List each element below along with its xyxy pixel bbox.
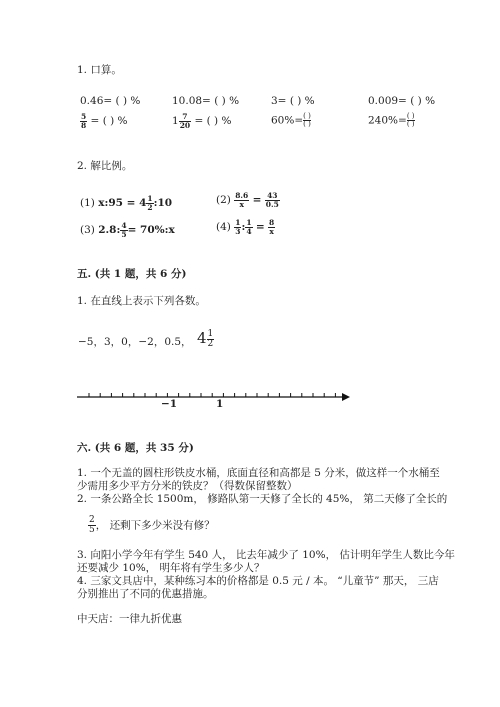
question-4-line-1: 4. 三家文具店中，某种练习本的价格都是 0.5 元 / 本。 “儿童节” 那天， 三店	[77, 575, 439, 587]
arrow-icon	[342, 393, 350, 401]
calc-item-3: 3= ( ) %	[271, 95, 315, 107]
store-offer: 中天店：一律九折优惠	[77, 613, 182, 625]
fraction-denominator: x	[239, 199, 244, 209]
question-2-line-1: 2. 一条公路全长 1500m， 修路队第一天修了全长的 45%， 第二天修了全长的	[77, 493, 448, 505]
equals-sign: =	[252, 194, 262, 206]
blank-numerator: ( )	[406, 112, 415, 120]
fraction-numerator: 1	[147, 194, 153, 203]
section-5-question-1: 1. 在直线上表示下列各数。	[77, 295, 206, 307]
mixed-whole: 4	[197, 329, 207, 347]
question-3-line-2: 还要减少 10%， 明年将有学生多少人？	[77, 562, 265, 574]
proportion-3	[80, 222, 175, 238]
tick-label-neg-1: −1	[161, 398, 178, 410]
fraction-denominator: x	[269, 226, 274, 236]
section-5-heading: 五. (共 1 题，共 6 分)	[77, 268, 187, 280]
fraction-denominator: 2	[207, 338, 214, 349]
question-4-line-2: 分别推出了不同的优惠措施。	[77, 588, 214, 600]
fraction-numerator: 1	[235, 218, 241, 227]
fraction-numerator: 8.6	[235, 191, 249, 200]
fraction-numerator: 1	[207, 328, 214, 339]
question-1-line-1: 1. 一个无盖的圆柱形铁皮水桶，底面直径和高都是 5 分米，做这样一个水桶至	[77, 467, 440, 479]
question-2-line-2	[88, 516, 215, 535]
proportion-1-lhs: x:95 = 4	[98, 197, 147, 209]
mixed-whole: 1	[172, 115, 179, 127]
equals-sign: =	[255, 221, 265, 233]
question-1-line-2: 少需用多少平方分米的铁皮？（得数保留整数）	[77, 480, 298, 492]
section-1-title: 1. 口算。	[77, 64, 122, 76]
calc-item-6	[172, 113, 231, 129]
proportion-3-label: (3)	[80, 224, 95, 236]
fraction-denominator: 5	[89, 525, 95, 535]
colon-sign: :	[241, 221, 246, 233]
mixed-number	[197, 329, 214, 349]
fraction-denominator: 3	[235, 226, 241, 236]
fraction-numerator: 43	[265, 192, 280, 201]
blank-denominator: ( )	[406, 120, 415, 128]
numbers-list: −5，3，0，−2，0.5，	[78, 336, 192, 348]
fraction-denominator: 0.5	[265, 199, 279, 209]
proportion-1-rhs: :10	[153, 197, 173, 209]
proportion-1	[80, 195, 172, 211]
fraction-numerator: 4	[121, 221, 127, 230]
question-3-line-1: 3. 向阳小学今年有学生 540 人， 比去年减少了 10%， 估计明年学生人数比今年	[77, 549, 455, 561]
calc-item-6-rest: = ( ) %	[191, 115, 232, 127]
calc-item-8	[368, 113, 415, 128]
calc-item-4: 0.009= ( ) %	[368, 95, 436, 107]
proportion-2-label: (2)	[216, 194, 231, 206]
proportion-3-lhs: 2.8:	[98, 224, 121, 236]
section-2-title: 2. 解比例。	[77, 160, 133, 172]
fraction-denominator: 2	[147, 202, 153, 212]
calc-item-5-rest: = ( ) %	[87, 115, 128, 127]
question-2-remaining: ， 还剩下多少米没有修？	[95, 519, 215, 532]
fraction-denominator: 5	[121, 229, 127, 239]
calc-item-2: 10.08= ( ) %	[172, 95, 240, 107]
proportion-2	[216, 192, 280, 208]
tick-label-1: 1	[216, 398, 224, 410]
fraction-numerator: 2	[89, 515, 95, 525]
fraction-numerator: 7	[179, 113, 191, 122]
number-line	[76, 388, 351, 416]
fraction-denominator: 20	[179, 120, 191, 130]
fraction-denominator: 8	[81, 120, 87, 130]
fraction-numerator: 1	[246, 218, 252, 227]
section-6-heading: 六. (共 6 题，共 35 分)	[77, 442, 194, 454]
proportion-1-label: (1)	[80, 197, 95, 209]
calc-item-7	[271, 113, 311, 128]
blank-numerator: ( )	[303, 112, 311, 120]
calc-item-7-lead: 60%=	[271, 114, 304, 127]
calc-item-1: 0.46= ( ) %	[80, 95, 141, 107]
fraction-numerator: 8	[269, 218, 275, 227]
fraction-numerator: 5	[81, 112, 87, 121]
proportion-4-label: (4)	[216, 221, 231, 233]
blank-denominator: ( )	[303, 120, 311, 128]
fraction-denominator: 4	[246, 226, 252, 236]
proportion-3-rhs: = 70%:x	[127, 224, 175, 236]
calc-item-8-lead: 240%=	[368, 114, 407, 127]
calc-item-5	[80, 113, 128, 129]
proportion-4	[216, 219, 275, 235]
